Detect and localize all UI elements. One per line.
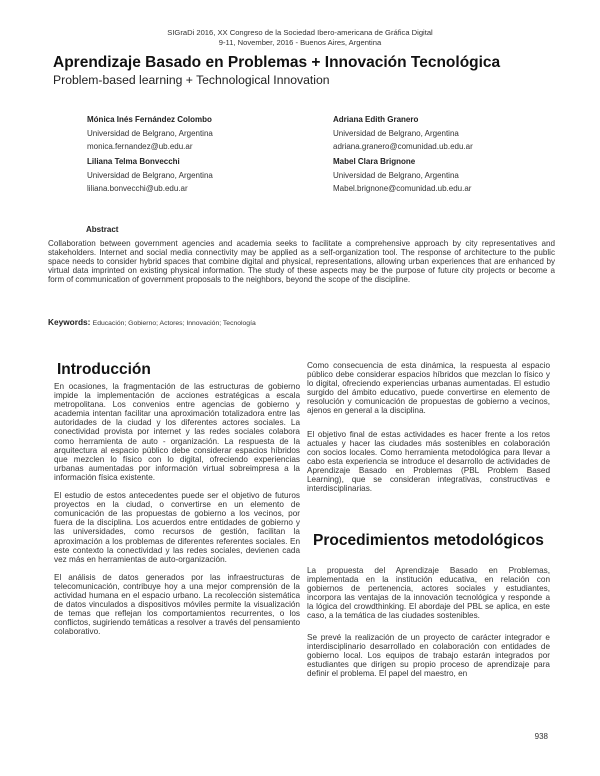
paragraph: Se prevé la realización de un proyecto de carácter integrador e interdisciplinario desarrollado en colaboración con entidades de gobierno local. Los equipos de trabajo estarán integrados por estudiantes que dirigen su propio proceso de aprendizaje para definir el problema. El papel del maestro, en [307, 632, 550, 678]
conference-name: SIGraDi 2016, XX Congreso de la Sociedad Ibero-americana de Gráfica Digital [167, 28, 433, 37]
keywords-value: Educación; Gobierno; Actores; Innovación; Tecnología [92, 320, 256, 327]
keywords [48, 317, 256, 327]
paragraph: El estudio de estos antecedentes puede ser el objetivo de futuros proyectos en la ciudad, o convertirse en un elemento de comunicación de las propuestas de gobierno a los vecinos, por fuera de la disciplina. Los acuerdos entre entidades de gobierno y las universidades, como recursos de gestión, facilitan la aproximación a los problemas de diferentes referentes sociales. En este contexto la conectividad y las redes sociales, devienen cada vez más en herramientas de auto-organización. [54, 491, 300, 564]
left-column [54, 382, 300, 636]
author-affiliation: Universidad de Belgrano, Argentina [87, 128, 213, 138]
section-heading-procedimientos: Procedimientos metodológicos [313, 532, 544, 549]
conference-header [0, 28, 600, 48]
author-affiliation: Universidad de Belgrano, Argentina [333, 128, 459, 138]
paragraph: Como consecuencia de esta dinámica, la respuesta al espacio público debe considerar espacios híbridos que mezclan lo físico y lo digital, ofreciendo experiencias urbanas aumentadas. El estudio surgido del ámbito educativo, puede convertirse en elemento de resolución y comunicación de propuestas de gobierno a vecinos, ajenos en general a la disciplina. [307, 361, 550, 416]
author-name: Mónica Inés Fernández Colombo [87, 115, 212, 124]
author-name: Liliana Telma Bonvecchi [87, 157, 180, 166]
abstract-text: Collaboration between government agencies and academia seeks to facilitate a comprehensive approach by city representatives and stakeholders. Internet and social media connectivity may be applied as a self-organization tool. The response of architecture to the public space needs to consider hybrid spaces that combine digital and physical, representations, allowing urban experiences that are enhanced by virtual data imprinted on existing physical information. The study of these aspects may be the purpose of future city projects or become a form of communication of government proposals to the neighbors, beyond the scope of the discipline. [48, 239, 555, 285]
abstract-heading: Abstract [86, 225, 119, 234]
author-block [87, 113, 213, 154]
author-name: Mabel Clara Brignone [333, 157, 416, 166]
paper-subtitle: Problem-based learning + Technological Innovation [53, 73, 330, 87]
author-name: Adriana Edith Granero [333, 115, 419, 124]
author-block [333, 155, 471, 196]
paragraph: El objetivo final de estas actividades es hacer frente a los retos actuales y hacer las ciudades más sostenibles en colaboración con socios locales. Como herramienta metodológica para llevar a cabo esta experiencia se introduce el desarrollo de actividades de Aprendizaje Basado en Problemas (PBL Problem Based Learning), que se consideran integrativas, constructivas e interdisciplinarias. [307, 429, 550, 494]
section-heading-introduccion: Introducción [57, 361, 151, 378]
author-affiliation: Universidad de Belgrano, Argentina [87, 170, 213, 180]
page-number: 938 [534, 732, 548, 741]
author-email: liliana.bonvecchi@ub.edu.ar [87, 184, 188, 193]
paper-title: Aprendizaje Basado en Problemas + Innovación Tecnológica [53, 54, 501, 71]
conference-date: 9-11, November, 2016 - Buenos Aires, Argentina [218, 38, 382, 47]
paragraph: La propuesta del Aprendizaje Basado en Problemas, implementada en la institución educativa, en relación con gobiernos de pertenencia, actores sociales y estudiantes, incorpora las ventajas de la innovación tecnológica y responde a la lógica del crowdthinking. El abordaje del PBL se aplica, en este caso, a la temática de las ciudades sostenibles. [307, 566, 550, 621]
author-email: adriana.granero@comunidad.ub.edu.ar [333, 142, 473, 151]
author-email: Mabel.brignone@comunidad.ub.edu.ar [333, 184, 472, 193]
author-email: monica.fernandez@ub.edu.ar [87, 142, 193, 151]
author-affiliation: Universidad de Belgrano, Argentina [333, 170, 459, 180]
author-block [87, 155, 213, 196]
paragraph: El análisis de datos generados por las infraestructuras de telecomunicación, contribuye hoy a una mejor comprensión de la actividad humana en el espacio urbano. La recolección sistemática de datos vinculados a dispositivos móviles permite la visualización de temas que reflejan los comportamientos recurrentes, o los conflictos, sugiriendo temáticas a resolver a través del pensamiento colaborativo. [54, 572, 300, 637]
paragraph: En ocasiones, la fragmentación de las estructuras de gobierno impide la implementación de acciones estratégicas a escala metropolitana. Los convenios entre agencias de gobierno y academia intentan facilitar una aproximación totalizadora entre las autoridades de la ciudad y los diferentes actores sociales. La conectividad provista por internet y las redes sociales colabora como herramienta de auto - organización. La respuesta de la arquitectura al espacio público debe considerar espacios híbridos que mezclen lo físico con lo digital, ofreciendo experiencias urbanas aumentadas por información virtual sobreimpresa a la información física existente. [54, 382, 300, 482]
right-column-bottom [307, 566, 550, 678]
right-column-top [307, 361, 550, 493]
keywords-label: Keywords: [48, 317, 91, 327]
author-block [333, 113, 473, 154]
